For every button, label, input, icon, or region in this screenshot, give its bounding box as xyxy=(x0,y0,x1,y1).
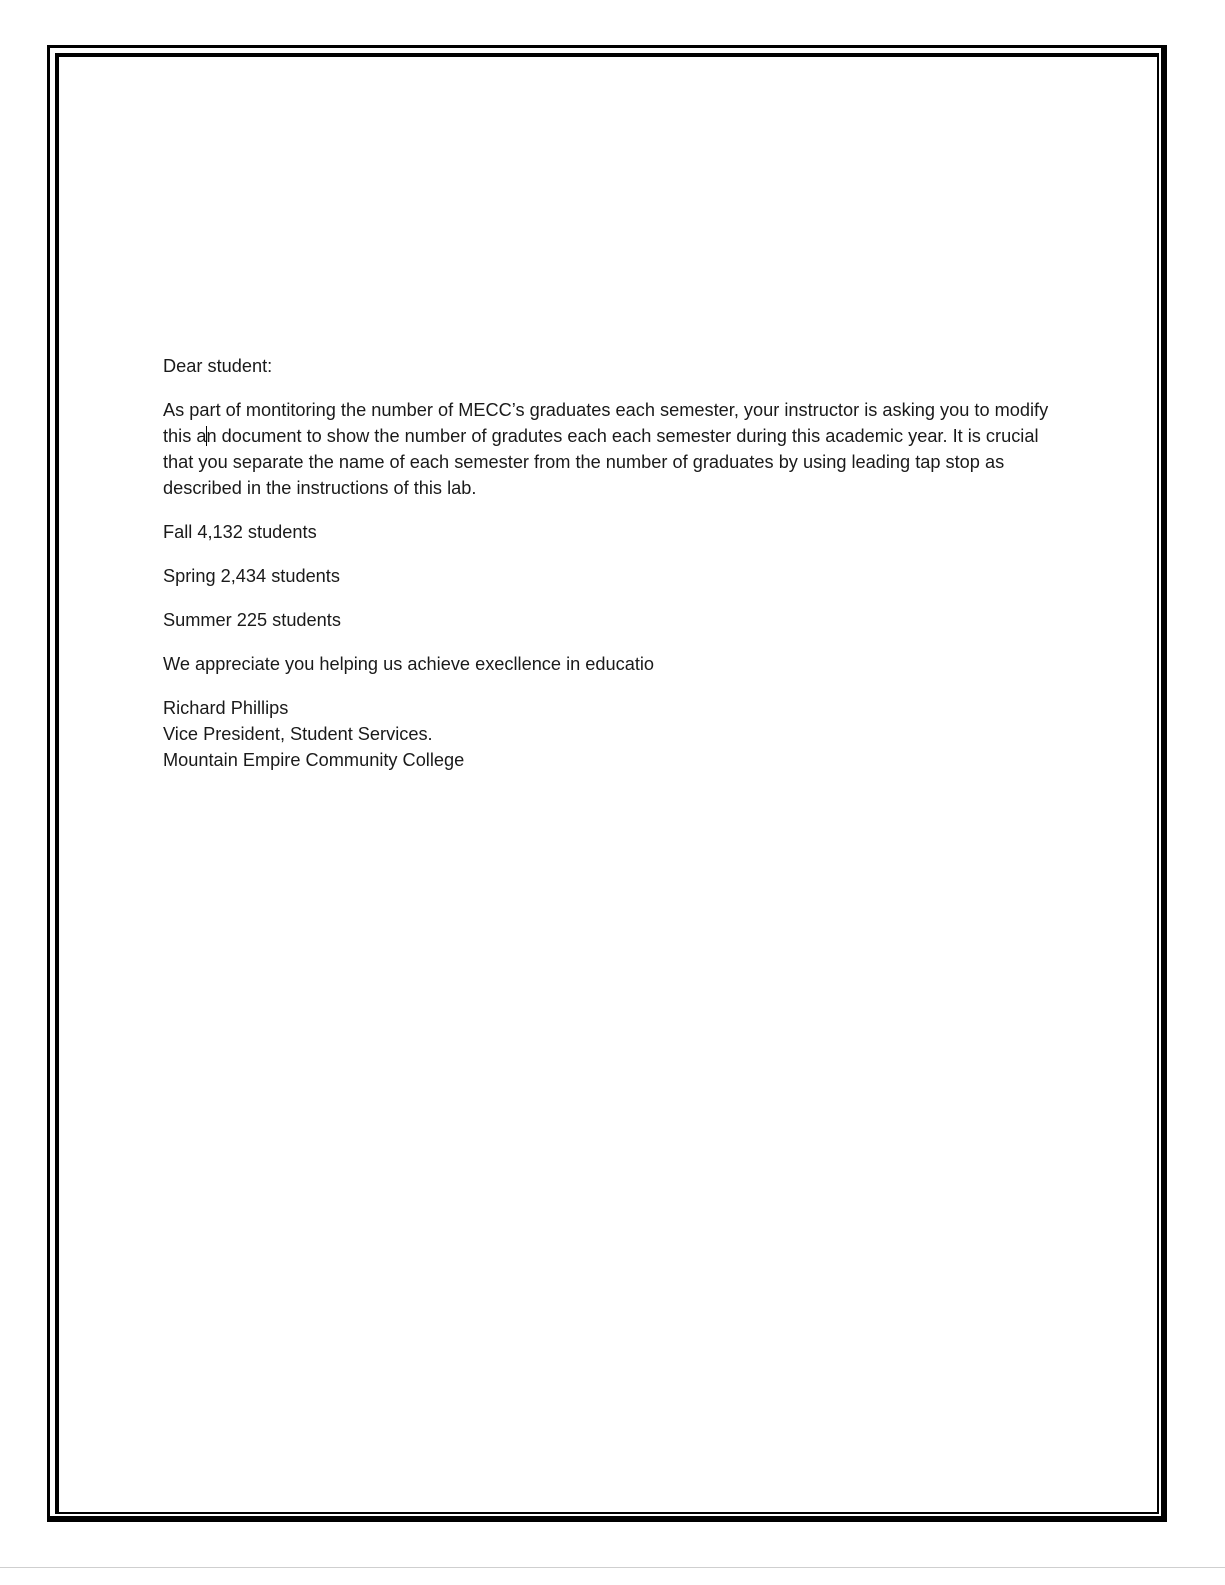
salutation: Dear student: xyxy=(163,356,273,376)
body-paragraph-part-2: n document to show the number of gradutes each each semester during this academic year. It is crucial that you separate the name of each semester from the number of graduates by using leading tap stop as described in the instructions of this lab. xyxy=(163,426,1039,498)
letter-body[interactable] xyxy=(163,353,1053,791)
body-paragraph-part-1: As part of montitoring the number of MECC’s graduates each semester, your instructor is asking you to modify this a xyxy=(163,400,1049,446)
signature-institution: Mountain Empire Community College xyxy=(163,750,465,770)
page-bottom-edge xyxy=(0,1567,1225,1568)
signature-name: Richard Phillips xyxy=(163,698,289,718)
signature-block xyxy=(163,695,1053,773)
semester-line-summer: Summer 225 students xyxy=(163,610,341,630)
semester-line-fall: Fall 4,132 students xyxy=(163,522,317,542)
closing-line: We appreciate you helping us achieve execllence in educatio xyxy=(163,654,655,674)
signature-title: Vice President, Student Services. xyxy=(163,724,433,744)
body-paragraph xyxy=(163,397,1053,501)
semester-line-spring: Spring 2,434 students xyxy=(163,566,340,586)
